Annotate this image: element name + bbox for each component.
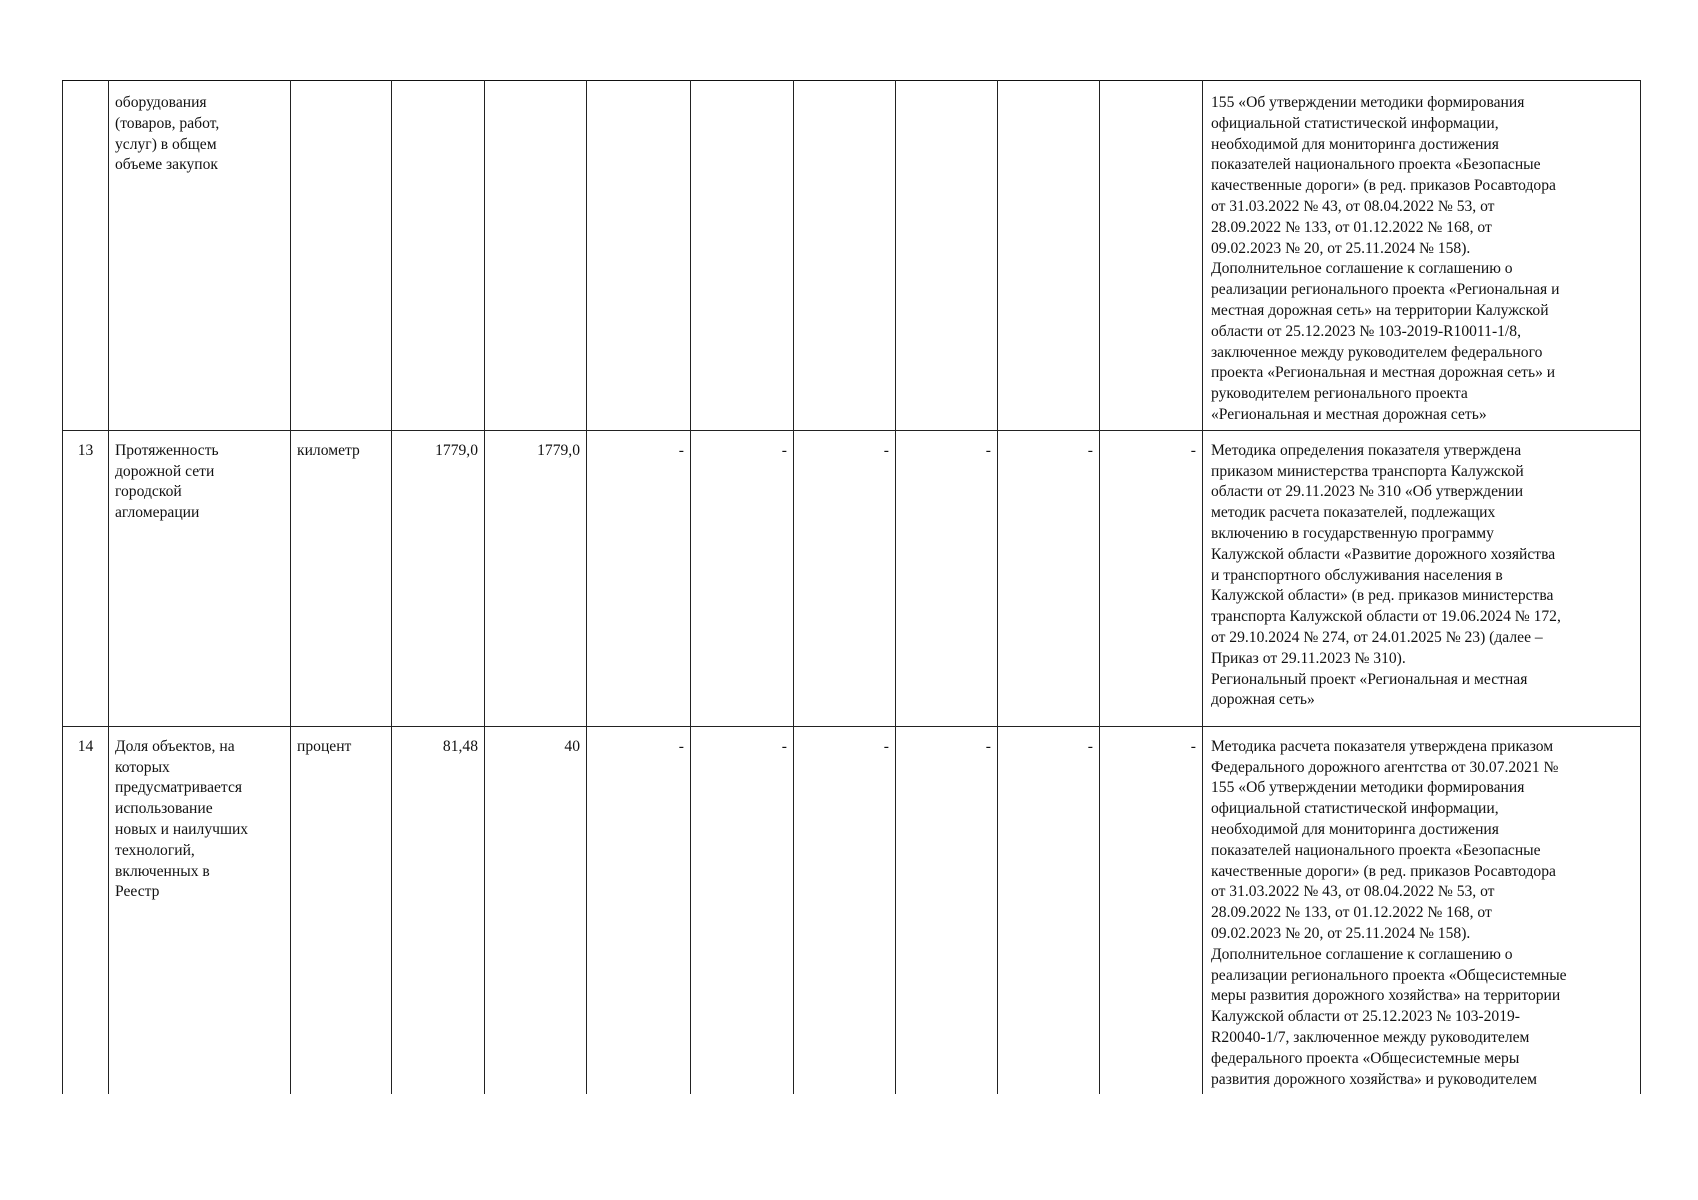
- base-value: 1779,0: [392, 430, 485, 726]
- year-value: -: [691, 726, 794, 1094]
- indicator-name-line: (товаров, работ,: [115, 114, 220, 132]
- methodology-text-line: проекта «Региональная и местная дорожная сеть» и: [1211, 364, 1556, 382]
- row-number: [63, 81, 109, 431]
- indicator-name-line: услуг) в общем: [115, 135, 217, 153]
- table-row: [63, 430, 1641, 726]
- target-value: 40: [485, 726, 587, 1094]
- indicator-name-line: предусматривается: [115, 779, 243, 797]
- methodology-text-line: Калужской области» (в ред. приказов министерства: [1211, 587, 1554, 605]
- indicator-name: [109, 726, 291, 1094]
- methodology-text-line: Федерального дорожного агентства от 30.07.2021 №: [1211, 758, 1559, 776]
- methodology-text-line: области от 25.12.2023 № 103-2019-R10011-1/8,: [1211, 322, 1521, 340]
- indicator-name-line: новых и наилучших: [115, 820, 249, 838]
- indicator-name-line: включенных в: [115, 862, 210, 880]
- row-number: 13: [63, 430, 109, 726]
- methodology-text-line: 28.09.2022 № 133, от 01.12.2022 № 168, от: [1211, 904, 1492, 922]
- year-value: [691, 81, 794, 431]
- methodology-text-line: транспорта Калужской области от 19.06.2024 № 172,: [1211, 608, 1561, 626]
- target-value: 1779,0: [485, 430, 587, 726]
- indicators-table: [62, 80, 1641, 1094]
- year-value: -: [998, 726, 1100, 1094]
- methodology-text-line: реализации регионального проекта «Общесистемные: [1211, 966, 1567, 984]
- methodology-text-line: показателей национального проекта «Безопасные: [1211, 841, 1541, 859]
- methodology-text-line: Приказ от 29.11.2023 № 310).: [1211, 649, 1406, 667]
- methodology-text-line: заключенное между руководителем федерального: [1211, 343, 1543, 361]
- year-value: -: [691, 430, 794, 726]
- methodology-text-line: реализации регионального проекта «Региональная и: [1211, 281, 1560, 299]
- methodology-text-line: области от 29.11.2023 № 310 «Об утверждении: [1211, 483, 1524, 501]
- methodology-text-line: Дополнительное соглашение к соглашению о: [1211, 945, 1513, 963]
- year-value: -: [587, 430, 691, 726]
- indicator-name-line: которых: [115, 758, 170, 776]
- year-value: -: [896, 726, 998, 1094]
- methodology-text-line: развития дорожного хозяйства» и руководителем: [1211, 1070, 1537, 1088]
- year-value: [587, 81, 691, 431]
- methodology-text-line: методик расчета показателей, подлежащих: [1211, 504, 1496, 522]
- methodology-text-line: и транспортного обслуживания населения в: [1211, 566, 1503, 584]
- methodology-text-line: Калужской области от 25.12.2023 № 103-2019-: [1211, 1008, 1521, 1026]
- indicator-name: [109, 430, 291, 726]
- year-value: -: [998, 430, 1100, 726]
- methodology-text-line: федерального проекта «Общесистемные меры: [1211, 1049, 1520, 1067]
- methodology-text-line: руководителем регионального проекта: [1211, 385, 1468, 403]
- methodology-text-line: дорожная сеть»: [1211, 691, 1315, 709]
- row-number: 14: [63, 726, 109, 1094]
- table-row: [63, 81, 1641, 431]
- indicator-name-line: Доля объектов, на: [115, 737, 235, 755]
- methodology-text-line: 155 «Об утверждении методики формирования: [1211, 779, 1525, 797]
- year-value: -: [1100, 430, 1203, 726]
- methodology-text-line: Методика определения показателя утверждена: [1211, 441, 1522, 459]
- methodology-text-line: приказом министерства транспорта Калужской: [1211, 462, 1524, 480]
- indicator-name: [109, 81, 291, 431]
- methodology-text-line: 09.02.2023 № 20, от 25.11.2024 № 158).: [1211, 239, 1471, 257]
- methodology-text: [1203, 726, 1641, 1094]
- methodology-text-line: 28.09.2022 № 133, от 01.12.2022 № 168, от: [1211, 218, 1492, 236]
- indicator-name-line: Реестр: [115, 883, 160, 901]
- year-value: -: [794, 726, 896, 1094]
- indicator-name-line: объеме закупок: [115, 156, 218, 174]
- methodology-text-line: 155 «Об утверждении методики формирования: [1211, 94, 1525, 111]
- methodology-text-line: от 31.03.2022 № 43, от 08.04.2022 № 53, от: [1211, 197, 1495, 215]
- year-value: [794, 81, 896, 431]
- methodology-text-line: качественные дороги» (в ред. приказов Росавтодора: [1211, 862, 1556, 880]
- methodology-text-line: местная дорожная сеть» на территории Калужской: [1211, 301, 1549, 319]
- base-value: [392, 81, 485, 431]
- methodology-text-line: R20040-1/7, заключенное между руководителем: [1211, 1028, 1530, 1046]
- methodology-text-line: качественные дороги» (в ред. приказов Росавтодора: [1211, 177, 1556, 195]
- methodology-text-line: 09.02.2023 № 20, от 25.11.2024 № 158).: [1211, 924, 1471, 942]
- year-value: -: [1100, 726, 1203, 1094]
- table-row: [63, 726, 1641, 1094]
- indicator-name-line: технологий,: [115, 841, 195, 859]
- year-value: [896, 81, 998, 431]
- unit-of-measure: процент: [291, 726, 392, 1094]
- methodology-text: [1203, 430, 1641, 726]
- methodology-text-line: Региональный проект «Региональная и местная: [1211, 670, 1528, 688]
- indicator-name-line: использование: [115, 800, 213, 818]
- methodology-text-line: необходимой для мониторинга достижения: [1211, 135, 1499, 153]
- methodology-text-line: необходимой для мониторинга достижения: [1211, 820, 1499, 838]
- unit-of-measure: [291, 81, 392, 431]
- indicator-name-line: оборудования: [115, 94, 207, 111]
- indicator-name-line: Протяженность: [115, 441, 219, 459]
- methodology-text: [1203, 81, 1641, 431]
- methodology-text-line: «Региональная и местная дорожная сеть»: [1211, 405, 1487, 423]
- year-value: -: [794, 430, 896, 726]
- base-value: 81,48: [392, 726, 485, 1094]
- indicator-name-line: агломерации: [115, 504, 200, 522]
- methodology-text-line: официальной статистической информации,: [1211, 800, 1499, 818]
- year-value: [1100, 81, 1203, 431]
- methodology-text-line: Дополнительное соглашение к соглашению о: [1211, 260, 1513, 278]
- unit-of-measure: километр: [291, 430, 392, 726]
- methodology-text-line: показателей национального проекта «Безопасные: [1211, 156, 1541, 174]
- methodology-text-line: меры развития дорожного хозяйства» на территории: [1211, 987, 1561, 1005]
- methodology-text-line: официальной статистической информации,: [1211, 114, 1499, 132]
- methodology-text-line: включению в государственную программу: [1211, 524, 1494, 542]
- year-value: -: [896, 430, 998, 726]
- indicator-name-line: дорожной сети: [115, 462, 215, 480]
- indicator-name-line: городской: [115, 483, 182, 501]
- methodology-text-line: Методика расчета показателя утверждена приказом: [1211, 737, 1554, 755]
- year-value: [998, 81, 1100, 431]
- year-value: -: [587, 726, 691, 1094]
- methodology-text-line: Калужской области «Развитие дорожного хозяйства: [1211, 545, 1556, 563]
- target-value: [485, 81, 587, 431]
- methodology-text-line: от 31.03.2022 № 43, от 08.04.2022 № 53, от: [1211, 883, 1495, 901]
- methodology-text-line: от 29.10.2024 № 274, от 24.01.2025 № 23) (далее –: [1211, 628, 1543, 646]
